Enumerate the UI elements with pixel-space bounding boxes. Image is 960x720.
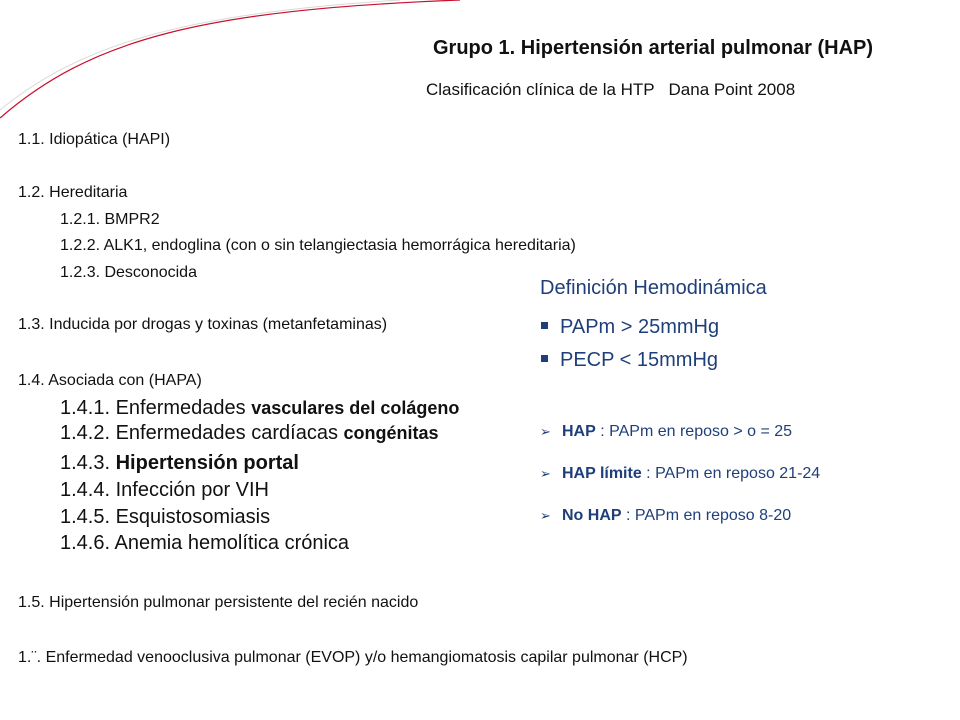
subitem-text: 1.4.1. Enfermedades bbox=[60, 397, 252, 419]
list-subitem: 1.4.5. Esquistosomiasis bbox=[60, 506, 271, 528]
list-item: 1.4. Asociada con (HAPA) bbox=[18, 372, 202, 389]
gray-curve bbox=[0, 0, 400, 110]
list-item: 1.3. Inducida por drogas y toxinas (metanfetaminas) bbox=[18, 316, 388, 333]
list-subitem bbox=[60, 452, 299, 475]
definition-text: : PAPm en reposo 21-24 bbox=[641, 465, 821, 482]
hemodynamic-item-text: PECP < 15mmHg bbox=[560, 349, 719, 371]
definition-text: : PAPm en reposo 8-20 bbox=[621, 507, 792, 524]
definition-item bbox=[540, 465, 820, 483]
subitem-bold-text: Hipertensión portal bbox=[115, 452, 299, 474]
arrow-bullet-icon: ➢ bbox=[540, 508, 551, 523]
list-item: 1.¨. Enfermedad venooclusiva pulmonar (EVOP) y/o hemangiomatosis capilar pulmonar (HCP) bbox=[18, 649, 688, 666]
subitem-text: 1.4.2. Enfermedades cardíacas bbox=[60, 422, 344, 444]
list-item: 1.1. Idiopática (HAPI) bbox=[18, 131, 171, 148]
arrow-bullet-icon: ➢ bbox=[540, 466, 551, 481]
hemodynamic-item-text: PAPm > 25mmHg bbox=[560, 316, 720, 338]
hemodynamic-item bbox=[541, 316, 719, 339]
list-subitem: 1.4.6. Anemia hemolítica crónica bbox=[60, 532, 350, 554]
definition-text: : PAPm en reposo > o = 25 bbox=[595, 423, 793, 440]
subitem-bold-text: congénitas bbox=[343, 423, 439, 443]
list-subitem: 1.2.1. BMPR2 bbox=[60, 211, 160, 228]
subitem-bold-text: vasculares del colágeno bbox=[251, 398, 460, 418]
list-item: 1.5. Hipertensión pulmonar persistente del recién nacido bbox=[18, 594, 419, 611]
hemodynamic-item bbox=[541, 349, 718, 372]
definition-term: HAP bbox=[562, 423, 596, 440]
square-bullet-icon bbox=[541, 355, 548, 362]
list-item: 1.2. Hereditaria bbox=[18, 184, 128, 201]
list-subitem: 1.2.2. ALK1, endoglina (con o sin telangiectasia hemorrágica hereditaria) bbox=[60, 237, 576, 254]
list-subitem bbox=[60, 422, 439, 445]
square-bullet-icon bbox=[541, 322, 548, 329]
list-subitem: 1.2.3. Desconocida bbox=[60, 264, 197, 281]
definition-item bbox=[540, 423, 792, 441]
definition-term: No HAP bbox=[562, 507, 622, 524]
definition-item bbox=[540, 507, 791, 525]
arrow-bullet-icon: ➢ bbox=[540, 424, 551, 439]
list-subitem bbox=[60, 397, 459, 420]
slide-subtitle: Clasificación clínica de la HTP Dana Point 2008 bbox=[426, 80, 796, 99]
list-subitem: 1.4.4. Infección por VIH bbox=[60, 479, 270, 501]
slide-title: Grupo 1. Hipertensión arterial pulmonar (HAP) bbox=[433, 37, 874, 59]
definition-term: HAP límite bbox=[562, 465, 642, 482]
hemodynamic-title: Definición Hemodinámica bbox=[540, 277, 767, 299]
subitem-text: 1.4.3. bbox=[60, 452, 116, 474]
